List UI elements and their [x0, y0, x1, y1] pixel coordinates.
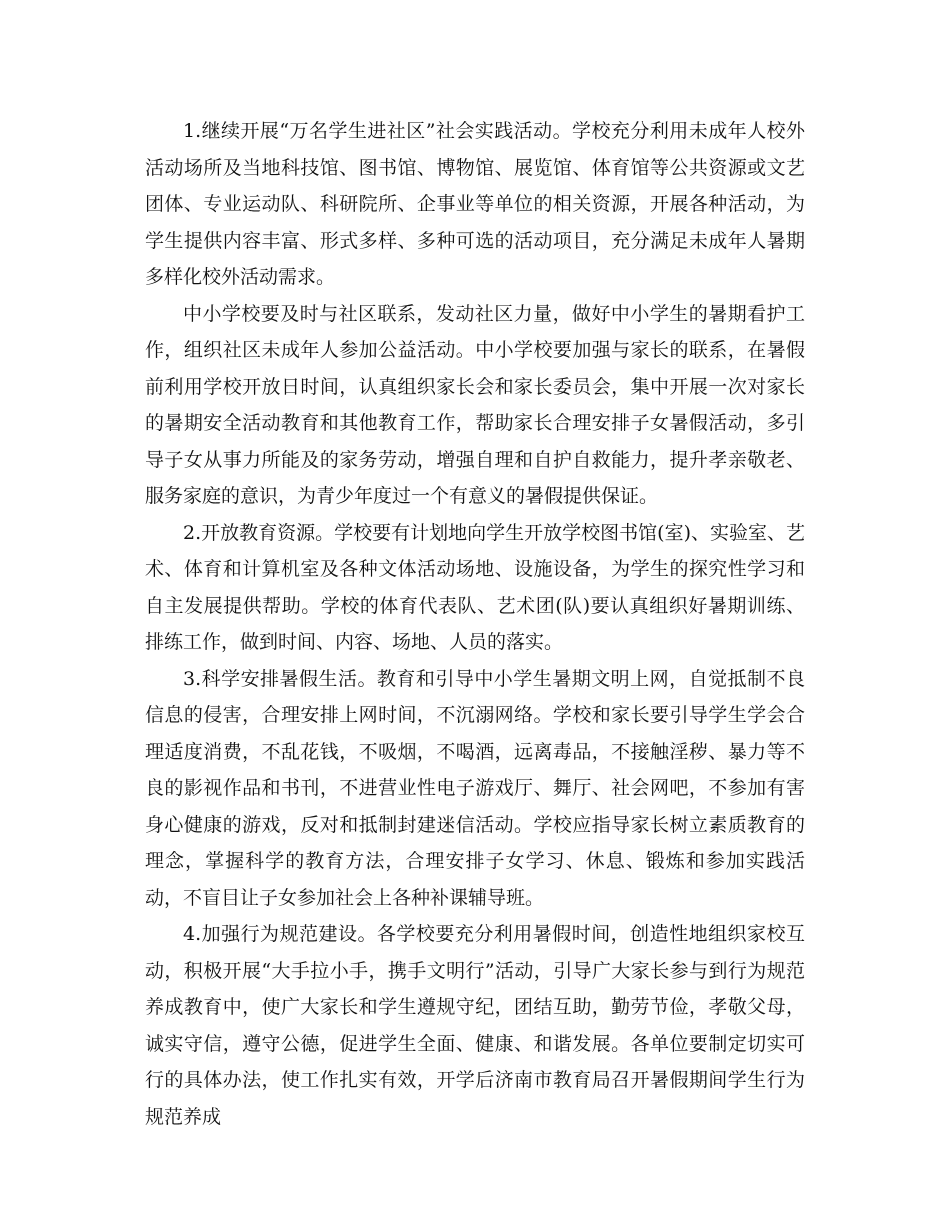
document-body: [145, 113, 805, 1135]
paragraph-3: 2.开放教育资源。学校要有计划地向学生开放学校图书馆(室)、实验室、艺术、体育和计算机室及各种文体活动场地、设施设备，为学生的探究性学习和自主发展提供帮助。学校的体育代表队、艺术团(队)要认真组织好暑期训练、排练工作，做到时间、内容、场地、人员的落实。: [145, 521, 805, 653]
paragraph-4: 3.科学安排暑假生活。教育和引导中小学生暑期文明上网，自觉抵制不良信息的侵害，合理安排上网时间，不沉溺网络。学校和家长要引导学生学会合理适度消费，不乱花钱，不吸烟，不喝酒，远离毒品，不接触淫秽、暴力等不良的影视作品和书刊，不进营业性电子游戏厅、舞厅、社会网吧，不参加有害身心健康的游戏，反对和抵制封建迷信活动。学校应指导家长树立素质教育的理念，掌握科学的教育方法，合理安排子女学习、休息、锻炼和参加实践活动，不盲目让子女参加社会上各种补课辅导班。: [145, 667, 805, 909]
paragraph-2: 中小学校要及时与社区联系，发动社区力量，做好中小学生的暑期看护工作，组织社区未成年人参加公益活动。中小学校要加强与家长的联系，在暑假前利用学校开放日时间，认真组织家长会和家长委员会，集中开展一次对家长的暑期安全活动教育和其他教育工作，帮助家长合理安排子女暑假活动，多引导子女从事力所能及的家务劳动，增强自理和自护自救能力，提升孝亲敬老、服务家庭的意识，为青少年度过一个有意义的暑假提供保证。: [145, 302, 805, 507]
paragraph-1: 1.继续开展“万名学生进社区”社会实践活动。学校充分利用未成年人校外活动场所及当地科技馆、图书馆、博物馆、展览馆、体育馆等公共资源或文艺团体、专业运动队、科研院所、企事业等单位的相关资源，开展各种活动，为学生提供内容丰富、形式多样、多种可选的活动项目，充分满足未成年人暑期多样化校外活动需求。: [145, 120, 805, 288]
paragraph-5: 4.加强行为规范建设。各学校要充分利用暑假时间，创造性地组织家校互动，积极开展“大手拉小手，携手文明行”活动，引导广大家长参与到行为规范养成教育中，使广大家长和学生遵规守纪，团结互助，勤劳节俭，孝敬父母，诚实守信，遵守公德，促进学生全面、健康、和谐发展。各单位要制定切实可行的具体办法，使工作扎实有效，开学后济南市教育局召开暑假期间学生行为规范养成: [145, 923, 805, 1128]
